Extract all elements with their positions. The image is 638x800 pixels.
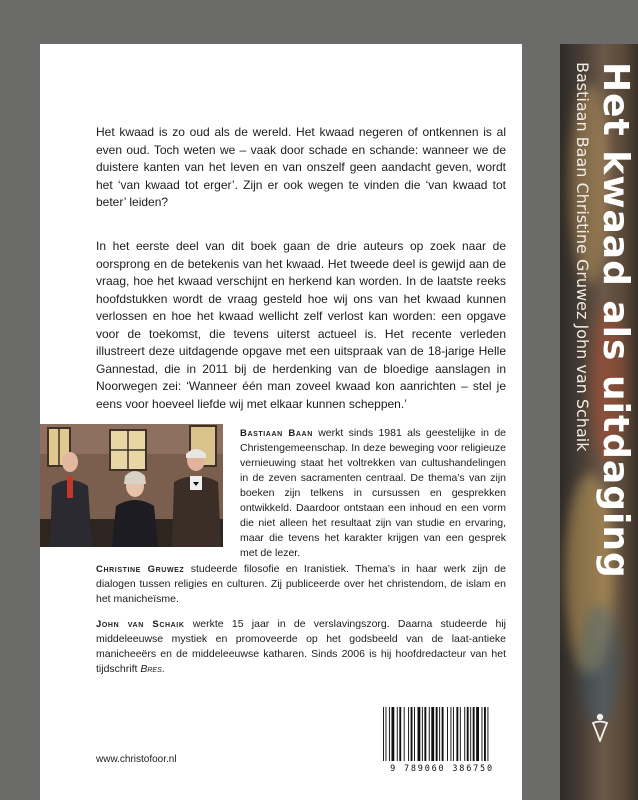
authors-photo-drawing <box>40 424 223 547</box>
barcode-bar <box>408 707 409 761</box>
bio-bastiaan-baan <box>240 426 506 561</box>
barcode-bar <box>424 707 426 761</box>
barcode-bar <box>439 707 440 761</box>
barcode-bar <box>411 707 413 761</box>
bio-christine-gruwez <box>96 562 506 607</box>
barcode-bar <box>414 707 415 761</box>
barcode-bar <box>470 707 471 761</box>
book-spine <box>560 44 638 800</box>
barcode-bar <box>397 707 398 761</box>
author-name-john-van-schaik: John van Schaik <box>96 619 185 630</box>
bio-christine-gruwez-text: studeerde filosofie en Iranistiek. Thema’s in haar werk zijn de dialogen tussen religies en culturen. Zij publiceerde over het christendom, de islam en het manicheïsme. <box>96 563 506 605</box>
spine-title: Het kwaad als uitdaging <box>595 62 636 579</box>
barcode-bar <box>484 707 486 761</box>
barcode-bar <box>476 707 479 761</box>
barcode-bar <box>447 707 448 761</box>
bio-john-van-schaik <box>96 617 506 677</box>
barcode-bar <box>442 707 444 761</box>
intro-paragraph: Het kwaad is zo oud als de wereld. Het kwaad negeren of ontkennen is al even oud. Toch weten we – vaak door schade en schande: wanneer we de duistere kanten van het leven en van onszelf geen aandacht geven, wordt het ‘van kwaad tot erger’. Zijn er ook wegen te vinden die ‘van kwaad tot beter’ leiden? <box>96 125 506 209</box>
barcode-bar <box>487 707 488 761</box>
spine-texture-streak <box>580 604 620 724</box>
barcode-bar <box>431 707 434 761</box>
barcode-bar <box>436 707 438 761</box>
barcode-bar <box>404 707 405 761</box>
barcode-bar <box>473 707 475 761</box>
barcode-bar <box>453 707 454 761</box>
publisher-logo-icon <box>589 712 611 747</box>
author-name-bastiaan-baan: Bastiaan Baan <box>240 428 313 439</box>
back-cover-page <box>40 44 522 800</box>
barcode-bar <box>450 707 451 761</box>
barcode-bar <box>399 707 401 761</box>
isbn-number: 9 789060 386750 <box>390 764 494 774</box>
isbn-barcode <box>377 705 507 774</box>
author-name-christine-gruwez: Christine Gruwez <box>96 564 185 575</box>
barcode-bar <box>383 707 384 761</box>
barcode-bar <box>389 707 390 761</box>
barcode-bar <box>482 707 483 761</box>
bio-end-period: . <box>161 663 165 675</box>
magazine-name: Bres <box>140 663 162 675</box>
barcode-bars <box>377 705 507 761</box>
barcode-bar <box>422 707 423 761</box>
barcode-bar <box>456 707 458 761</box>
barcode-bar <box>391 707 394 761</box>
spine-text-rotated <box>560 44 638 604</box>
barcode-bar <box>467 707 469 761</box>
barcode-bar <box>460 707 461 761</box>
barcode-bar <box>464 707 465 761</box>
summary-paragraph: In het eerste deel van dit boek gaan de drie auteurs op zoek naar de oorsprong en de betekenis van het kwaad. Het tweede deel is gewijd aan de vraag, hoe het kwaad verschijnt en herkend kan worden. In de laatste reeks hoofdstukken wordt de vraag gesteld hoe wij ons van het kwaad kunnen verlossen en hoe het kwaad wellicht zelf verlost kan worden: een opgave voor de toekomst, die tevens uiterst actueel is. Het recente verleden illustreert deze uitdagende opgave met een uitspraak van de 18-jarige Helle Gannestad, die in 2011 bij de herdenking van de bloedige aanslagen in Noorwegen zei: ‘Wanneer één man zoveel kwaad kon aanrichten – stel je eens voor hoeveel liefde wij met elkaar kunnen scheppen.’ <box>96 239 506 411</box>
bio-john-van-schaik-text: werkte 15 jaar in de verslavingszorg. Daarna studeerde hij middeleeuwse mystiek en promoveerde op het godsbeeld van de laat-antieke manicheeërs en de middeleeuwse katharen. Sinds 2006 is hij hoofdredacteur van het tijdschrift <box>96 618 506 675</box>
barcode-bar <box>418 707 421 761</box>
bio-bastiaan-baan-text: werkt sinds 1981 als geestelijke in de Christengemeenschap. In deze beweging voor religieuze vernieuwing staat het voltrekken van cultushandelingen in de zeven sacramenten centraal. De thema’s van zijn boeken zijn telkens in cursussen en gesprekken ontwikkeld. Daardoor ontstaan een inhoud en een vorm die niet alleen het resultaat zijn van studie en ervaring, maar die tevens het karakter krijgen van een gesprek met de lezer. <box>240 427 507 559</box>
barcode-bar <box>386 707 387 761</box>
authors-photo <box>40 424 223 547</box>
publisher-website: www.christofoor.nl <box>96 754 177 765</box>
spine-authors: Bastiaan Baan Christine Gruwez John van Schaik <box>573 62 592 452</box>
barcode-bar <box>429 707 430 761</box>
